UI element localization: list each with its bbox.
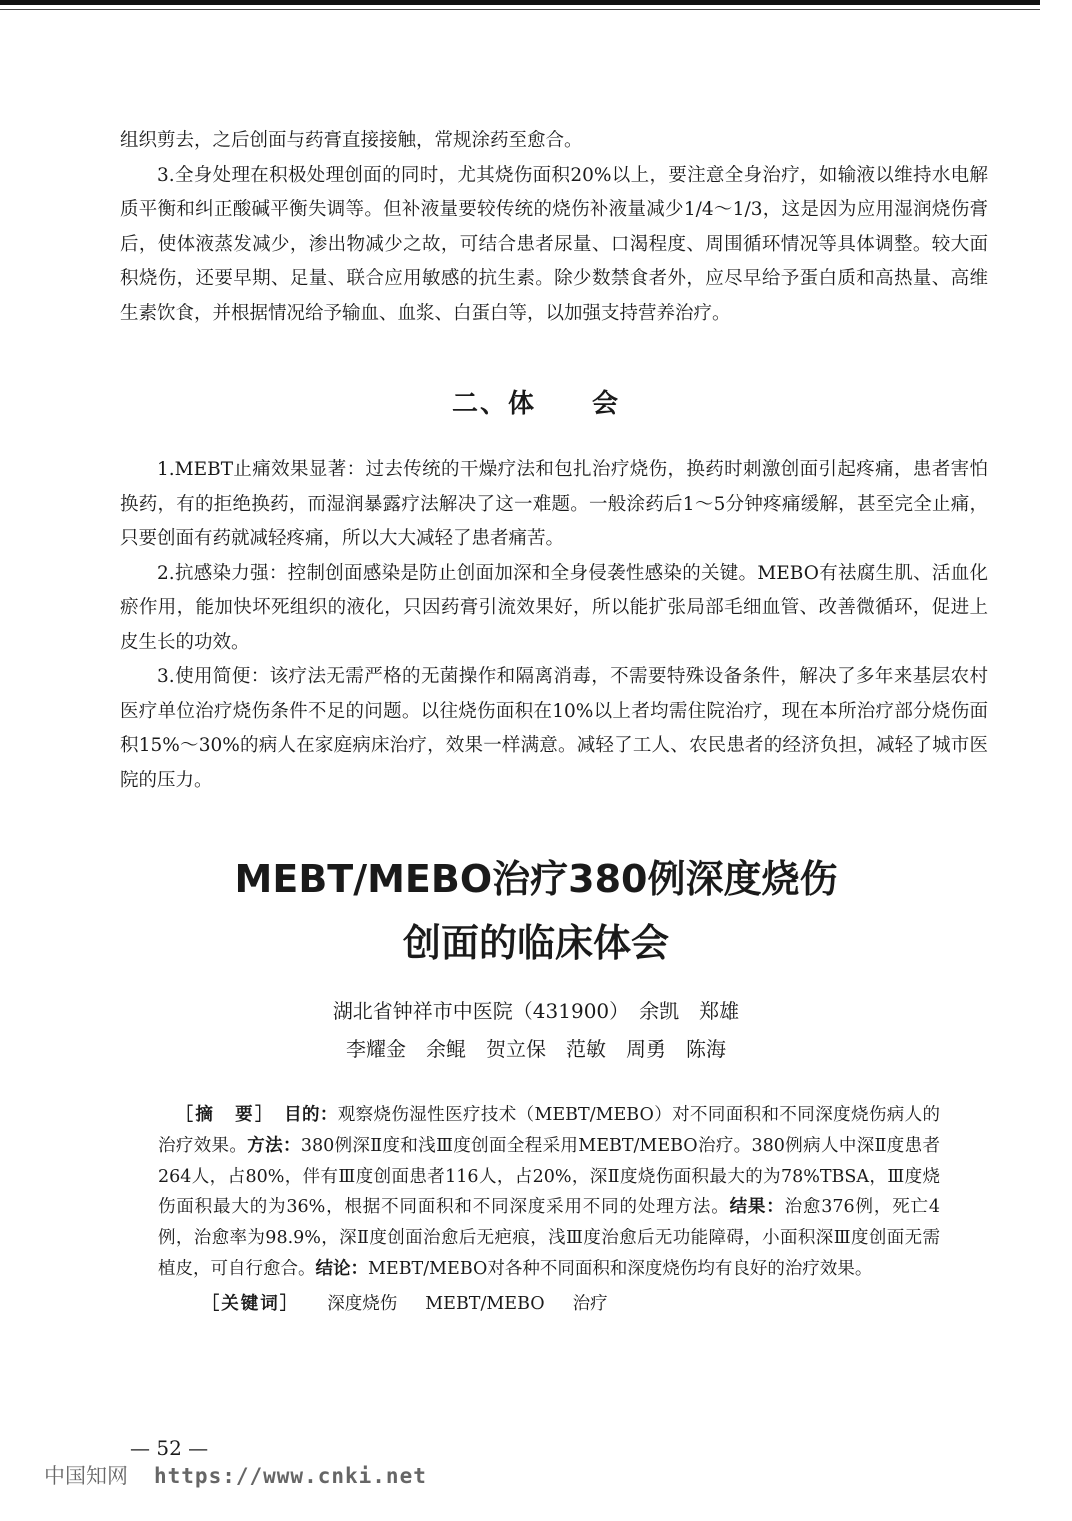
site-url[interactable]: https://www.cnki.net (154, 1464, 427, 1488)
objective-label: 目的： (284, 1105, 338, 1125)
conclusion-text: MEBT/MEBO对各种不同面积和深度烧伤均有良好的治疗效果。 (368, 1258, 873, 1279)
paragraph: 1.MEBT止痛效果显著：过去传统的干燥疗法和包扎治疗烧伤，换药时刺激创面引起疼痛，患者害怕换药，有的拒绝换药，而湿润暴露疗法解决了这一难题。一般涂药后1～5分钟疼痛缓解，甚至完全止痛，只要创面有药就减轻疼痛，所以大大减轻了患者痛苦。 (120, 459, 988, 549)
result-text: 治愈376例，死亡4例，治愈率为98.9%，深Ⅱ度创面治愈后无疤痕，浅Ⅲ度治愈后无功能障碍，小面积深Ⅲ度创面无需植皮，可自行愈合。 (158, 1197, 941, 1279)
continued-section (120, 124, 988, 331)
method-text: 380例深Ⅱ度和浅Ⅲ度创面全程采用MEBT/MEBO治疗。380例病人中深Ⅱ度患者264人，占80%，伴有Ⅲ度创面患者116人，占20%，深Ⅱ度烧伤面积最大的为78%TBSA，Ⅲ度烧伤面积最大的为36%，根据不同面积和不同深度采用不同的处理方法。 (158, 1135, 940, 1218)
keywords (158, 1289, 940, 1320)
conclusion-label: 结论： (315, 1258, 368, 1279)
abstract-label: ［摘 要］ (175, 1105, 267, 1125)
header-rule (0, 0, 1040, 5)
authors-line: 李耀金 余鲲 贺立保 范敏 周勇 陈海 (346, 1037, 726, 1061)
article-title (0, 847, 1072, 975)
paragraph: 组织剪去，之后创面与药膏直接接触，常规涂药至愈合。 (120, 130, 583, 151)
result-label: 结果： (729, 1197, 785, 1218)
header-rule-thin (0, 9, 1040, 10)
keywords-label: ［关键词］ (201, 1293, 300, 1314)
method-label: 方法： (247, 1135, 301, 1156)
affiliation-line: 湖北省钟祥市中医院（431900） 余凯 郑雄 (332, 999, 740, 1023)
title-line: MEBT/MEBO治疗380例深度烧伤 (234, 857, 838, 901)
keyword: MEBT/MEBO (425, 1293, 545, 1314)
section-heading: 二、体 会 (451, 389, 620, 419)
keyword: 治疗 (572, 1293, 608, 1314)
watermark-footer (44, 1460, 427, 1490)
page-number: — 52 — (130, 1436, 209, 1460)
objective-text: 观察烧伤湿性医疗技术（MEBT/MEBO）对不同面积和不同深度烧伤病人的治疗效果。 (158, 1105, 941, 1156)
paragraph: 3.全身处理在积极处理创面的同时，尤其烧伤面积20%以上，要注意全身治疗，如输液以维持水电解质平衡和纠正酸碱平衡失调等。但补液量要较传统的烧伤补液量减少1/4～1/3，这是因为应用湿润烧伤膏后，使体液蒸发减少，渗出物减少之故，可结合患者尿量、口渴程度、周围循环情况等具体调整。较大面积烧伤，还要早期、足量、联合应用敏感的抗生素。除少数禁食者外，应尽早给予蛋白质和高热量、高维生素饮食，并根据情况给予输血、血浆、白蛋白等，以加强支持营养治疗。 (120, 164, 988, 324)
experience-section (120, 453, 988, 798)
abstract (158, 1100, 940, 1320)
keyword: 深度烧伤 (327, 1293, 398, 1314)
abstract-text (158, 1100, 940, 1285)
paragraph: 2.抗感染力强：控制创面感染是防止创面加深和全身侵袭性感染的关键。MEBO有祛腐生肌、活血化瘀作用，能加快坏死组织的液化，只因药膏引流效果好，所以能扩张局部毛细血管、改善微循环，促进上皮生长的功效。 (120, 562, 988, 653)
site-name: 中国知网 (44, 1464, 128, 1488)
author-affiliation (0, 992, 1072, 1068)
title-line: 创面的临床体会 (402, 921, 669, 965)
paragraph: 3.使用简便：该疗法无需严格的无菌操作和隔离消毒，不需要特殊设备条件，解决了多年来基层农村医疗单位治疗烧伤条件不足的问题。以往烧伤面积在10%以上者均需住院治疗，现在本所治疗部分烧伤面积15%～30%的病人在家庭病床治疗，效果一样满意。减轻了工人、农民患者的经济负担，减轻了城市医院的压力。 (120, 666, 988, 791)
